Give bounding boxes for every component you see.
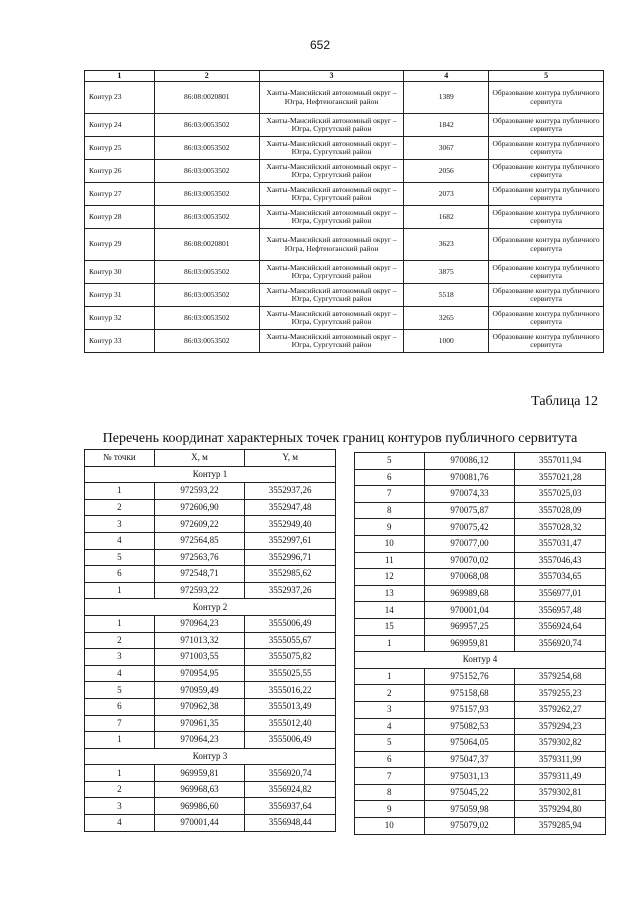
- point-number: 6: [85, 698, 155, 715]
- coordinates-table-right: [354, 452, 606, 835]
- point-number: 6: [355, 469, 425, 486]
- contour-group-row: [85, 748, 336, 765]
- coordinate-row: [355, 602, 606, 619]
- x-coordinate: 970961,35: [154, 715, 245, 732]
- coordinate-row: [85, 615, 336, 632]
- coordinate-row: [355, 635, 606, 652]
- y-coordinate: 3579302,81: [515, 784, 606, 801]
- y-coordinate: 3557034,65: [515, 569, 606, 586]
- contour-row: [85, 261, 604, 284]
- coordinate-row: [355, 718, 606, 735]
- y-coordinate: 3555075,82: [245, 649, 336, 666]
- y-coordinate: 3556948,44: [245, 815, 336, 832]
- point-number: 9: [355, 519, 425, 536]
- point-number: 3: [85, 516, 155, 533]
- document-title: Перечень координат характерных точек границ контуров публичного сервитута: [102, 431, 578, 446]
- coordinate-row: [355, 818, 606, 835]
- location: Ханты-Мансийский автономный округ – Югра, Сургутский район: [259, 137, 404, 160]
- purpose: Образование контура публичного сервитута: [489, 114, 604, 137]
- contour-row: [85, 284, 604, 307]
- x-coordinate: 970086,12: [424, 453, 515, 470]
- table-label: Таблица 12: [531, 394, 598, 409]
- coordinate-row: [355, 768, 606, 785]
- coordinate-row: [85, 549, 336, 566]
- x-coordinate: 975059,98: [424, 801, 515, 818]
- point-number: 9: [355, 801, 425, 818]
- point-number: 6: [85, 566, 155, 583]
- point-number: 8: [355, 784, 425, 801]
- x-coordinate: 970001,04: [424, 602, 515, 619]
- coordinate-row: [85, 815, 336, 832]
- area: 3623: [404, 229, 489, 261]
- coordinate-row: [85, 582, 336, 599]
- contour-name: Контур 25: [85, 137, 155, 160]
- x-coordinate: 972606,90: [154, 499, 245, 516]
- coordinate-row: [355, 535, 606, 552]
- point-number: 4: [85, 665, 155, 682]
- x-coordinate: 969959,81: [424, 635, 515, 652]
- purpose: Образование контура публичного сервитута: [489, 183, 604, 206]
- coordinate-row: [85, 682, 336, 699]
- location: Ханты-Мансийский автономный округ – Югра, Сургутский район: [259, 307, 404, 330]
- contour-group-label: Контур 2: [85, 599, 336, 616]
- contour-name: Контур 26: [85, 160, 155, 183]
- coordinate-row: [355, 784, 606, 801]
- contour-group-label: Контур 3: [85, 748, 336, 765]
- location: Ханты-Мансийский автономный округ – Югра, Сургутский район: [259, 160, 404, 183]
- contours-header-row: [85, 71, 604, 82]
- x-coordinate: 970962,38: [154, 698, 245, 715]
- coordinate-row: [85, 765, 336, 782]
- location: Ханты-Мансийский автономный округ – Югра, Сургутский район: [259, 261, 404, 284]
- x-coordinate: 975082,53: [424, 718, 515, 735]
- x-coordinate: 970964,23: [154, 615, 245, 632]
- point-number: 5: [355, 453, 425, 470]
- coordinate-row: [85, 532, 336, 549]
- y-coordinate: 3552937,26: [245, 483, 336, 500]
- y-coordinate: 3557028,32: [515, 519, 606, 536]
- cadastral-number: 86:03:0053502: [154, 183, 259, 206]
- y-coordinate: 3579294,23: [515, 718, 606, 735]
- point-number: 2: [85, 632, 155, 649]
- coordinate-row: [85, 632, 336, 649]
- coordinate-row: [355, 801, 606, 818]
- contour-group-row: [85, 599, 336, 616]
- coordinate-row: [85, 665, 336, 682]
- x-coordinate: 975157,93: [424, 701, 515, 718]
- location: Ханты-Мансийский автономный округ – Югра, Сургутский район: [259, 114, 404, 137]
- contour-row: [85, 330, 604, 353]
- point-number: 11: [355, 552, 425, 569]
- contour-name: Контур 23: [85, 82, 155, 114]
- contour-row: [85, 114, 604, 137]
- location: Ханты-Мансийский автономный округ – Югра, Сургутский район: [259, 284, 404, 307]
- coordinate-row: [355, 585, 606, 602]
- y-coordinate: 3555013,49: [245, 698, 336, 715]
- contour-name: Контур 27: [85, 183, 155, 206]
- cadastral-number: 86:03:0053502: [154, 137, 259, 160]
- x-coordinate: 972563,76: [154, 549, 245, 566]
- cadastral-number: 86:03:0053502: [154, 284, 259, 307]
- y-header: Y, м: [245, 450, 336, 467]
- area: 3067: [404, 137, 489, 160]
- x-coordinate: 970959,49: [154, 682, 245, 699]
- y-coordinate: 3555012,40: [245, 715, 336, 732]
- coordinate-row: [355, 519, 606, 536]
- point-number: 5: [85, 549, 155, 566]
- coordinate-row: [85, 781, 336, 798]
- cadastral-number: 86:08:0020801: [154, 82, 259, 114]
- point-number: 12: [355, 569, 425, 586]
- cadastral-number: 86:08:0020801: [154, 229, 259, 261]
- contour-row: [85, 307, 604, 330]
- x-coordinate: 975045,22: [424, 784, 515, 801]
- coordinate-row: [85, 715, 336, 732]
- x-coordinate: 969959,81: [154, 765, 245, 782]
- point-number: 13: [355, 585, 425, 602]
- contour-name: Контур 31: [85, 284, 155, 307]
- y-coordinate: 3556977,01: [515, 585, 606, 602]
- column-header: 5: [489, 71, 604, 82]
- x-coordinate: 975064,05: [424, 735, 515, 752]
- contour-row: [85, 206, 604, 229]
- point-number: 6: [355, 751, 425, 768]
- point-number: 14: [355, 602, 425, 619]
- point-number: 4: [355, 718, 425, 735]
- y-coordinate: 3579294,80: [515, 801, 606, 818]
- column-header: 1: [85, 71, 155, 82]
- x-coordinate: 970964,23: [154, 732, 245, 749]
- x-coordinate: 970070,02: [424, 552, 515, 569]
- cadastral-number: 86:03:0053502: [154, 114, 259, 137]
- point-number: 10: [355, 535, 425, 552]
- column-header: 4: [404, 71, 489, 82]
- area: 5518: [404, 284, 489, 307]
- y-coordinate: 3579262,27: [515, 701, 606, 718]
- x-coordinate: 972548,71: [154, 566, 245, 583]
- page-number: 652: [309, 38, 331, 52]
- purpose: Образование контура публичного сервитута: [489, 206, 604, 229]
- point-number: 5: [85, 682, 155, 699]
- y-coordinate: 3556924,82: [245, 781, 336, 798]
- x-coordinate: 975047,37: [424, 751, 515, 768]
- x-coordinate: 971003,55: [154, 649, 245, 666]
- y-coordinate: 3552947,48: [245, 499, 336, 516]
- x-coordinate: 972593,22: [154, 483, 245, 500]
- coordinate-row: [355, 502, 606, 519]
- y-coordinate: 3552985,62: [245, 566, 336, 583]
- y-coordinate: 3556920,74: [515, 635, 606, 652]
- x-coordinate: 975079,02: [424, 818, 515, 835]
- y-coordinate: 3556924,64: [515, 618, 606, 635]
- point-number: 4: [85, 815, 155, 832]
- point-number: 1: [355, 635, 425, 652]
- y-coordinate: 3556957,48: [515, 602, 606, 619]
- purpose: Образование контура публичного сервитута: [489, 229, 604, 261]
- contour-name: Контур 29: [85, 229, 155, 261]
- purpose: Образование контура публичного сервитута: [489, 307, 604, 330]
- y-coordinate: 3556920,74: [245, 765, 336, 782]
- x-coordinate: 970075,87: [424, 502, 515, 519]
- point-number: 1: [85, 765, 155, 782]
- x-coordinate: 970954,95: [154, 665, 245, 682]
- x-header: X, м: [154, 450, 245, 467]
- coordinate-row: [85, 649, 336, 666]
- x-coordinate: 972609,22: [154, 516, 245, 533]
- location: Ханты-Мансийский автономный округ – Югра, Нефтеюганский район: [259, 229, 404, 261]
- area: 1000: [404, 330, 489, 353]
- x-coordinate: 975152,76: [424, 668, 515, 685]
- contour-group-row: [85, 466, 336, 483]
- point-number: 4: [85, 532, 155, 549]
- coordinate-row: [355, 486, 606, 503]
- coordinate-row: [85, 566, 336, 583]
- point-number: 7: [355, 486, 425, 503]
- point-number: 2: [355, 685, 425, 702]
- point-number: 1: [85, 732, 155, 749]
- y-coordinate: 3557025,03: [515, 486, 606, 503]
- column-header: 2: [154, 71, 259, 82]
- x-coordinate: 972593,22: [154, 582, 245, 599]
- contour-group-label: Контур 4: [355, 652, 606, 669]
- point-number: 10: [355, 818, 425, 835]
- x-coordinate: 975158,68: [424, 685, 515, 702]
- y-coordinate: 3552996,71: [245, 549, 336, 566]
- coordinate-row: [355, 469, 606, 486]
- y-coordinate: 3579285,94: [515, 818, 606, 835]
- coordinate-row: [85, 499, 336, 516]
- location: Ханты-Мансийский автономный округ – Югра, Сургутский район: [259, 183, 404, 206]
- y-coordinate: 3555016,22: [245, 682, 336, 699]
- y-coordinate: 3579311,49: [515, 768, 606, 785]
- y-coordinate: 3552937,26: [245, 582, 336, 599]
- coordinate-row: [85, 483, 336, 500]
- x-coordinate: 970074,33: [424, 486, 515, 503]
- contour-name: Контур 32: [85, 307, 155, 330]
- point-number: 1: [85, 582, 155, 599]
- y-coordinate: 3552949,40: [245, 516, 336, 533]
- x-coordinate: 971013,32: [154, 632, 245, 649]
- contour-name: Контур 30: [85, 261, 155, 284]
- area: 3875: [404, 261, 489, 284]
- contour-row: [85, 183, 604, 206]
- point-number-header: № точки: [85, 450, 155, 467]
- point-number: 7: [355, 768, 425, 785]
- coordinate-row: [85, 798, 336, 815]
- coordinate-row: [355, 685, 606, 702]
- coordinate-row: [355, 701, 606, 718]
- coordinate-row: [355, 735, 606, 752]
- coordinate-row: [355, 569, 606, 586]
- coordinate-row: [355, 668, 606, 685]
- coordinate-row: [85, 516, 336, 533]
- contour-name: Контур 24: [85, 114, 155, 137]
- point-number: 8: [355, 502, 425, 519]
- y-coordinate: 3579255,23: [515, 685, 606, 702]
- x-coordinate: 969968,63: [154, 781, 245, 798]
- point-number: 15: [355, 618, 425, 635]
- area: 2073: [404, 183, 489, 206]
- point-number: 3: [85, 798, 155, 815]
- point-number: 1: [85, 615, 155, 632]
- coordinate-row: [355, 552, 606, 569]
- x-coordinate: 969957,25: [424, 618, 515, 635]
- y-coordinate: 3552997,61: [245, 532, 336, 549]
- coordinates-header-row: [85, 450, 336, 467]
- y-coordinate: 3555006,49: [245, 615, 336, 632]
- coordinate-row: [355, 453, 606, 470]
- purpose: Образование контура публичного сервитута: [489, 160, 604, 183]
- purpose: Образование контура публичного сервитута: [489, 82, 604, 114]
- cadastral-number: 86:03:0053502: [154, 206, 259, 229]
- x-coordinate: 970077,00: [424, 535, 515, 552]
- y-coordinate: 3557028,09: [515, 502, 606, 519]
- purpose: Образование контура публичного сервитута: [489, 137, 604, 160]
- y-coordinate: 3579254,68: [515, 668, 606, 685]
- x-coordinate: 970081,76: [424, 469, 515, 486]
- area: 2056: [404, 160, 489, 183]
- x-coordinate: 970075,42: [424, 519, 515, 536]
- x-coordinate: 970068,08: [424, 569, 515, 586]
- y-coordinate: 3555025,55: [245, 665, 336, 682]
- point-number: 3: [85, 649, 155, 666]
- contour-row: [85, 160, 604, 183]
- area: 1389: [404, 82, 489, 114]
- point-number: 2: [85, 499, 155, 516]
- x-coordinate: 969989,68: [424, 585, 515, 602]
- purpose: Образование контура публичного сервитута: [489, 261, 604, 284]
- y-coordinate: 3579311,99: [515, 751, 606, 768]
- cadastral-number: 86:03:0053502: [154, 160, 259, 183]
- coordinate-row: [85, 698, 336, 715]
- y-coordinate: 3557011,94: [515, 453, 606, 470]
- y-coordinate: 3557021,28: [515, 469, 606, 486]
- location: Ханты-Мансийский автономный округ – Югра, Сургутский район: [259, 330, 404, 353]
- x-coordinate: 972564,85: [154, 532, 245, 549]
- y-coordinate: 3556937,64: [245, 798, 336, 815]
- x-coordinate: 975031,13: [424, 768, 515, 785]
- location: Ханты-Мансийский автономный округ – Югра, Нефтеюганский район: [259, 82, 404, 114]
- point-number: 1: [85, 483, 155, 500]
- column-header: 3: [259, 71, 404, 82]
- contour-row: [85, 137, 604, 160]
- coordinate-row: [355, 751, 606, 768]
- purpose: Образование контура публичного сервитута: [489, 330, 604, 353]
- contour-group-row: [355, 652, 606, 669]
- purpose: Образование контура публичного сервитута: [489, 284, 604, 307]
- x-coordinate: 969986,60: [154, 798, 245, 815]
- point-number: 3: [355, 701, 425, 718]
- cadastral-number: 86:03:0053502: [154, 307, 259, 330]
- contours-table: [84, 70, 604, 353]
- y-coordinate: 3579302,82: [515, 735, 606, 752]
- y-coordinate: 3555006,49: [245, 732, 336, 749]
- point-number: 5: [355, 735, 425, 752]
- coordinates-table-left: [84, 449, 336, 832]
- coordinate-row: [85, 732, 336, 749]
- location: Ханты-Мансийский автономный округ – Югра, Сургутский район: [259, 206, 404, 229]
- cadastral-number: 86:03:0053502: [154, 330, 259, 353]
- point-number: 7: [85, 715, 155, 732]
- contour-row: [85, 82, 604, 114]
- area: 1842: [404, 114, 489, 137]
- contour-row: [85, 229, 604, 261]
- contour-name: Контур 28: [85, 206, 155, 229]
- y-coordinate: 3557031,47: [515, 535, 606, 552]
- point-number: 1: [355, 668, 425, 685]
- y-coordinate: 3557046,43: [515, 552, 606, 569]
- area: 1682: [404, 206, 489, 229]
- cadastral-number: 86:03:0053502: [154, 261, 259, 284]
- y-coordinate: 3555055,67: [245, 632, 336, 649]
- contour-group-label: Контур 1: [85, 466, 336, 483]
- x-coordinate: 970001,44: [154, 815, 245, 832]
- area: 3265: [404, 307, 489, 330]
- point-number: 2: [85, 781, 155, 798]
- contour-name: Контур 33: [85, 330, 155, 353]
- coordinate-row: [355, 618, 606, 635]
